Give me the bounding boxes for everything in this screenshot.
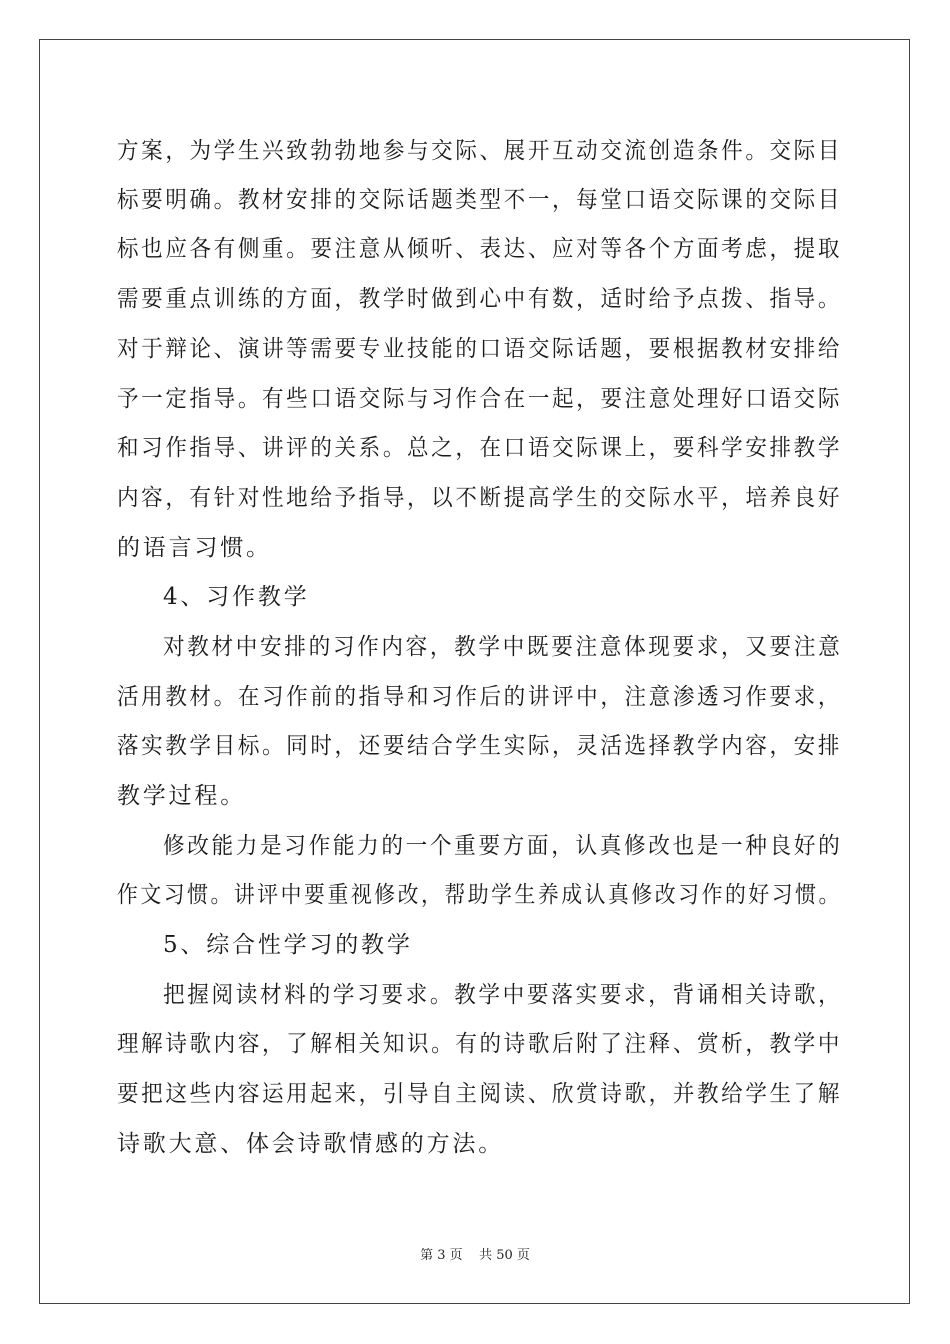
- body-text-line: 把握阅读材料的学习要求。教学中要落实要求，背诵相关诗歌，: [163, 982, 843, 1008]
- section-heading: 4、习作教学: [163, 584, 310, 610]
- body-text-line: 的语言习惯。: [117, 535, 272, 561]
- body-text-line: 对教材中安排的习作内容，教学中既要注意体现要求，又要注意: [163, 634, 843, 660]
- body-text-line: 修改能力是习作能力的一个重要方面，认真修改也是一种良好的: [163, 833, 843, 859]
- body-text-line: 教学过程。: [117, 783, 246, 809]
- body-text-line: 方案，为学生兴致勃勃地参与交际、展开互动交流创造条件。交际目: [117, 138, 843, 164]
- body-text-line: 作文习惯。讲评中要重视修改，帮助学生养成认真修改习作的好习惯。: [117, 882, 842, 908]
- body-text-line: 诗歌大意、体会诗歌情感的方法。: [117, 1131, 504, 1157]
- body-text-line: 标也应各有侧重。要注意从倾听、表达、应对等各个方面考虑，提取: [117, 236, 843, 262]
- body-text-line: 标要明确。教材安排的交际话题类型不一，每堂口语交际课的交际目: [117, 187, 843, 213]
- section-heading: 5、综合性学习的教学: [163, 932, 413, 958]
- body-text-line: 要把这些内容运用起来，引导自主阅读、欣赏诗歌，并教给学生了解: [117, 1081, 843, 1107]
- body-text-line: 和习作指导、讲评的关系。总之，在口语交际课上，要科学安排教学: [117, 435, 843, 461]
- body-text-line: 活用教材。在习作前的指导和习作后的讲评中，注意渗透习作要求，: [117, 684, 843, 710]
- page-number-footer: 第 3 页 共 50 页: [420, 1248, 530, 1263]
- body-text-line: 对于辩论、演讲等需要专业技能的口语交际话题，要根据教材安排给: [117, 336, 843, 362]
- body-text-line: 需要重点训练的方面，教学时做到心中有数，适时给予点拨、指导。: [117, 286, 843, 312]
- page-border: [39, 39, 910, 1304]
- body-text-line: 内容，有针对性地给予指导，以不断提高学生的交际水平，培养良好: [117, 485, 843, 511]
- body-text-line: 予一定指导。有些口语交际与习作合在一起，要注意处理好口语交际: [117, 386, 843, 412]
- body-text-line: 落实教学目标。同时，还要结合学生实际，灵活选择教学内容，安排: [117, 733, 843, 759]
- body-text-line: 理解诗歌内容，了解相关知识。有的诗歌后附了注释、赏析，教学中: [117, 1031, 843, 1057]
